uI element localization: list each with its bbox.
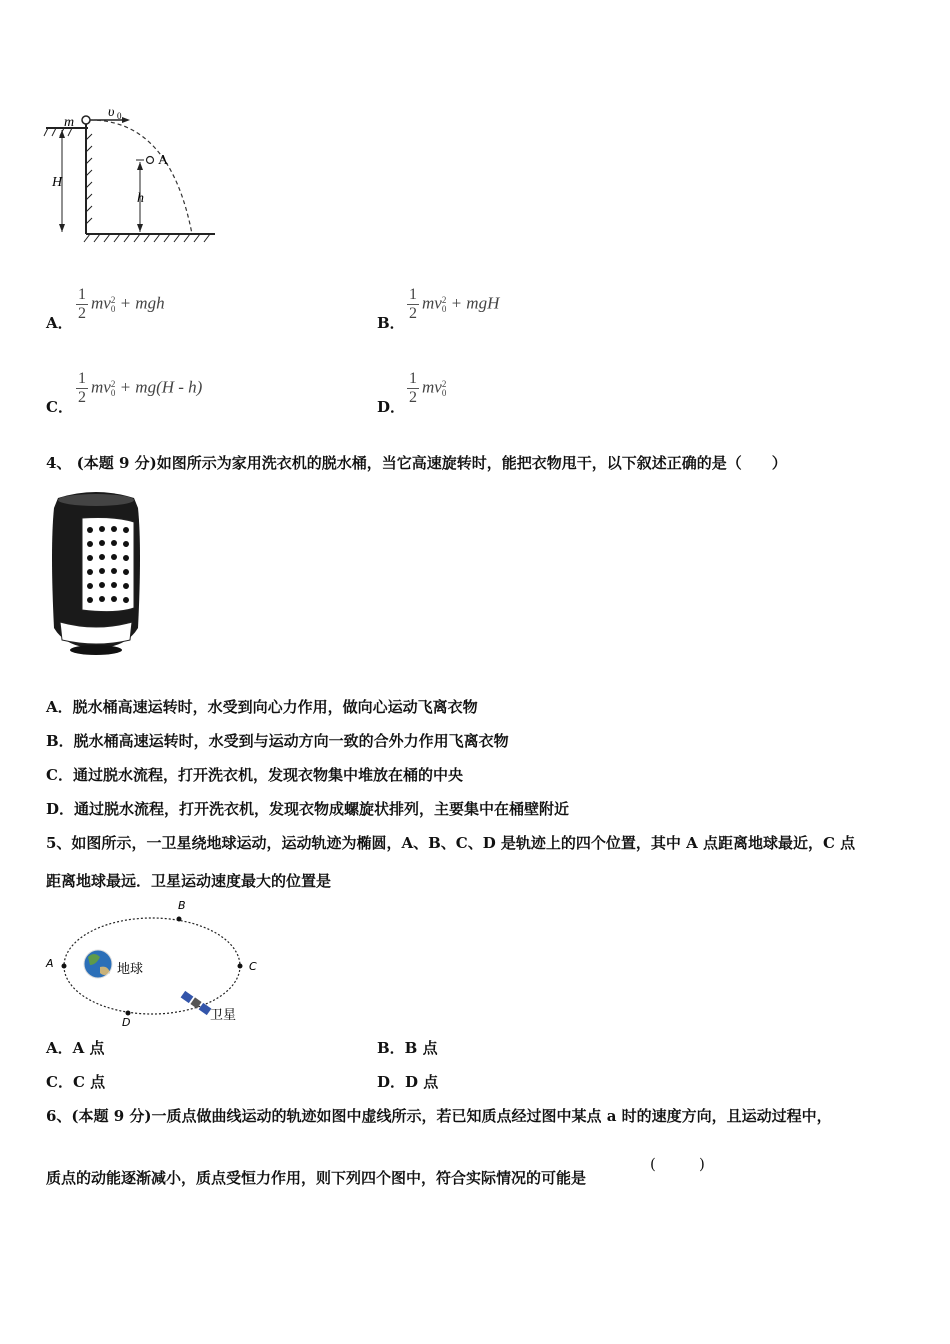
- q4-option-c[interactable]: C．通过脱水流程，打开洗衣机，发现衣物集中堆放在桶的中央: [46, 766, 463, 784]
- q4-stem: 4、 (本题 9 分)如图所示为家用洗衣机的脱水桶，当它高速旋转时，能把衣物甩干，以下叙述正确的是（ ）: [46, 454, 787, 472]
- height-h-label: h: [137, 191, 144, 206]
- point-a-label: A: [158, 153, 169, 168]
- orbit-point-c-label: C: [249, 960, 257, 973]
- q3-option-b[interactable]: [377, 286, 500, 332]
- frac-denominator: 2: [78, 389, 86, 406]
- option-label: D．: [377, 398, 406, 416]
- q4-option-b[interactable]: B．脱水桶高速运转时，水受到与运动方向一致的合外力作用飞离衣物: [46, 732, 509, 750]
- q6-stem-line1: 6、(本题 9 分)一质点做曲线运动的轨迹如图中虚线所示，若已知质点经过图中某点 a 时的速度方向，且运动过程中，: [46, 1107, 832, 1125]
- frac-numerator: 1: [409, 370, 417, 387]
- orbit-figure: [40, 895, 270, 1030]
- orbit-point-d-label: D: [122, 1016, 131, 1029]
- q5-stem-line1: 5、如图所示，一卫星绕地球运动，运动轨迹为椭圆，A、B、C、D 是轨迹上的四个位置，其中 A 点距离地球最近，C 点: [46, 834, 856, 852]
- velocity-label: υ: [108, 105, 115, 120]
- projectile-figure: [40, 100, 220, 248]
- q5-option-d[interactable]: D．D 点: [377, 1073, 439, 1091]
- q5-option-a[interactable]: A．A 点: [46, 1039, 105, 1057]
- earth-label: 地球: [117, 962, 144, 977]
- answer-paren-left: (: [650, 1155, 656, 1173]
- orbit-point-a-label: A: [46, 957, 54, 970]
- q5-option-c[interactable]: C．C 点: [46, 1073, 106, 1091]
- option-label: C．: [46, 398, 73, 416]
- frac-denominator: 2: [78, 305, 86, 322]
- frac-denominator: 2: [409, 305, 417, 322]
- q6-stem-line2: 质点的动能逐渐减小，质点受恒力作用，则下列四个图中，符合实际情况的可能是: [46, 1169, 587, 1187]
- answer-paren-right: ): [699, 1155, 705, 1173]
- q4-option-a[interactable]: A．脱水桶高速运转时，水受到向心力作用，做向心运动飞离衣物: [46, 698, 478, 716]
- subscript: 0: [110, 303, 116, 314]
- option-label: A．: [46, 314, 73, 332]
- mv-term: mv: [91, 377, 111, 397]
- mv-term: mv: [422, 293, 442, 313]
- q3-option-a[interactable]: [46, 286, 165, 332]
- q3-option-d[interactable]: [377, 370, 447, 416]
- expression-rest: + mg(H - h): [119, 377, 203, 397]
- subscript: 0: [441, 303, 447, 314]
- mass-label: m: [64, 115, 75, 130]
- satellite-label: 卫星: [210, 1008, 237, 1023]
- subscript: 0: [110, 387, 116, 398]
- superscript: 2: [441, 294, 447, 305]
- orbit-point-b-label: B: [178, 899, 186, 912]
- q5-option-b[interactable]: B．B 点: [377, 1039, 438, 1057]
- expression-rest: + mgH: [450, 293, 500, 313]
- q4-option-d[interactable]: D．通过脱水流程，打开洗衣机，发现衣物成螺旋状排列，主要集中在桶壁附近: [46, 800, 570, 818]
- frac-denominator: 2: [409, 389, 417, 406]
- option-label: B．: [377, 314, 405, 332]
- q3-option-c[interactable]: [46, 370, 203, 416]
- mv-term: mv: [422, 377, 442, 397]
- frac-numerator: 1: [78, 370, 86, 387]
- frac-numerator: 1: [78, 286, 86, 303]
- superscript: 2: [110, 294, 116, 305]
- q5-stem-line2: 距离地球最远．卫星运动速度最大的位置是: [46, 872, 332, 890]
- mv-term: mv: [91, 293, 111, 313]
- frac-numerator: 1: [409, 286, 417, 303]
- subscript: 0: [441, 387, 447, 398]
- superscript: 2: [110, 378, 116, 389]
- height-H-label: H: [52, 175, 63, 190]
- spin-drum-image: [46, 488, 146, 658]
- expression-rest: + mgh: [119, 293, 165, 313]
- superscript: 2: [441, 378, 447, 389]
- velocity-subscript: 0: [117, 111, 122, 121]
